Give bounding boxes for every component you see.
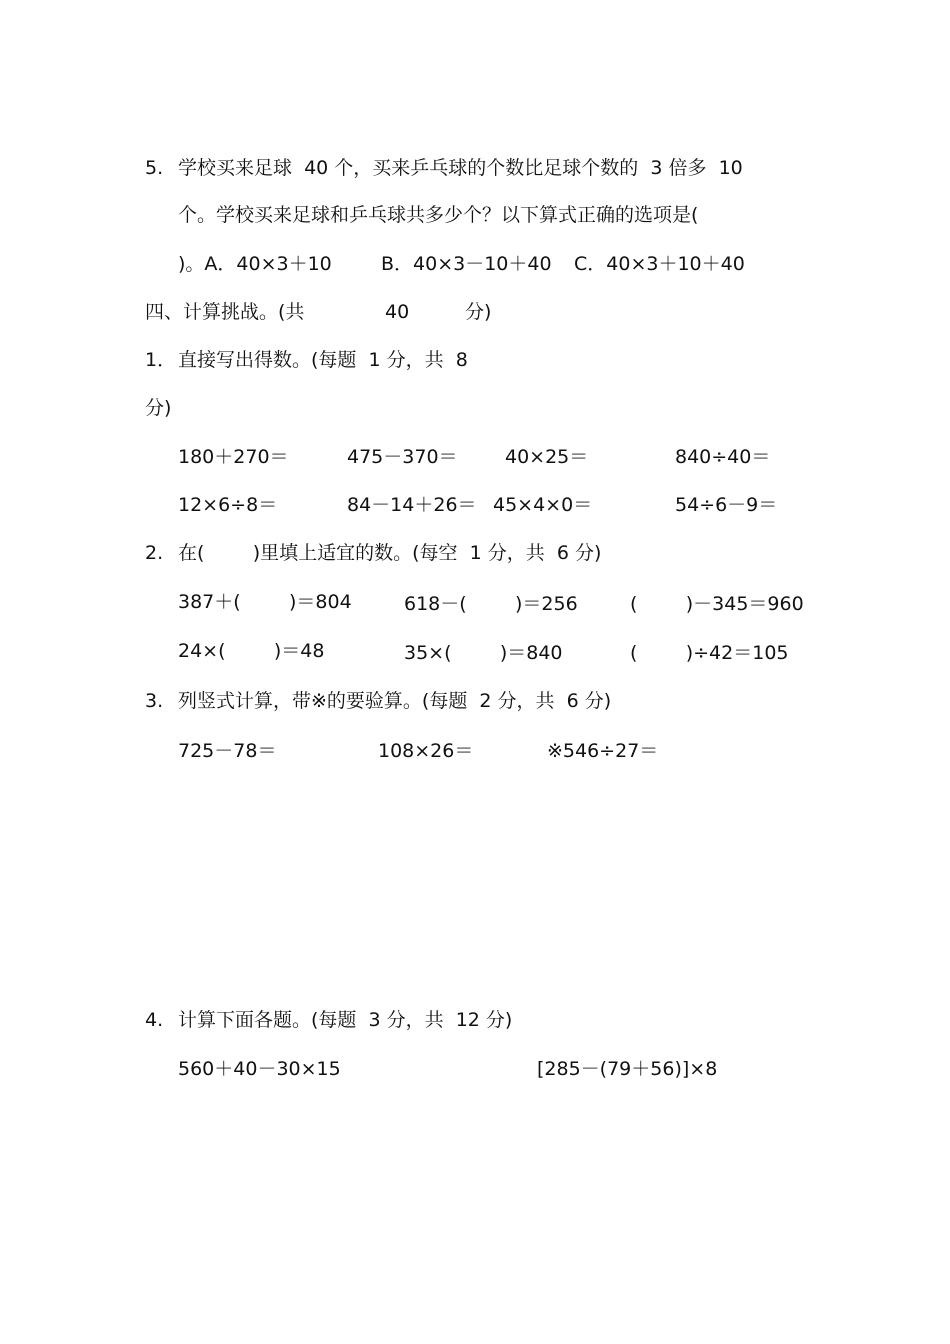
p1-item: 54÷6－9＝ — [675, 494, 778, 516]
p2-item: ( )－345＝960 — [630, 593, 804, 615]
p1-item: 840÷40＝ — [675, 446, 771, 468]
q5-line-3-option-a: )。A．40×3＋10 — [178, 253, 332, 275]
p1-title: 直接写出得数。(每题 1 分，共 8 — [178, 349, 468, 371]
p4-item: [285－(79＋56)]×8 — [537, 1058, 718, 1080]
p2-item: 24×( )＝48 — [178, 640, 325, 662]
p1-title-end: 分) — [145, 397, 172, 419]
p4-item: 560＋40－30×15 — [178, 1058, 341, 1080]
p3-item: 725－78＝ — [178, 740, 277, 762]
p2-item: 387＋( )＝804 — [178, 591, 352, 613]
q5-option-b: B．40×3－10＋40 — [381, 253, 552, 275]
q5-line-2: 个。学校买来足球和乒乓球共多少个？以下算式正确的选项是( — [178, 204, 699, 226]
p1-item: 40×25＝ — [505, 446, 589, 468]
q5-number: 5. — [145, 157, 164, 179]
p2-title: 在( )里填上适宜的数。(每空 1 分，共 6 分) — [178, 542, 602, 564]
p2-number: 2. — [145, 542, 164, 564]
p2-item: ( )÷42＝105 — [630, 642, 789, 664]
p3-item: 108×26＝ — [378, 740, 474, 762]
p1-item: 45×4×0＝ — [493, 494, 593, 516]
p3-item: ※546÷27＝ — [547, 740, 659, 762]
section-4-title: 四、计算挑战。(共 — [145, 301, 305, 323]
q5-line-1: 学校买来足球 40 个，买来乒乓球的个数比足球个数的 3 倍多 10 — [178, 157, 743, 179]
p2-item: 618－( )＝256 — [404, 593, 578, 615]
p1-item: 475－370＝ — [347, 446, 458, 468]
p4-number: 4. — [145, 1009, 164, 1031]
p1-number: 1． — [145, 349, 177, 371]
p3-title: 列竖式计算，带※的要验算。(每题 2 分，共 6 分) — [178, 690, 612, 712]
q5-option-c: C．40×3＋10＋40 — [574, 253, 745, 275]
section-4-points: 40 — [385, 301, 410, 323]
section-4-unit: 分) — [465, 301, 492, 323]
p1-item: 12×6÷8＝ — [178, 494, 278, 516]
p2-item: 35×( )＝840 — [404, 642, 563, 664]
p1-item: 84－14＋26＝ — [347, 494, 477, 516]
p4-title: 计算下面各题。(每题 3 分，共 12 分) — [178, 1009, 513, 1031]
p3-number: 3. — [145, 690, 164, 712]
p1-item: 180＋270＝ — [178, 446, 289, 468]
